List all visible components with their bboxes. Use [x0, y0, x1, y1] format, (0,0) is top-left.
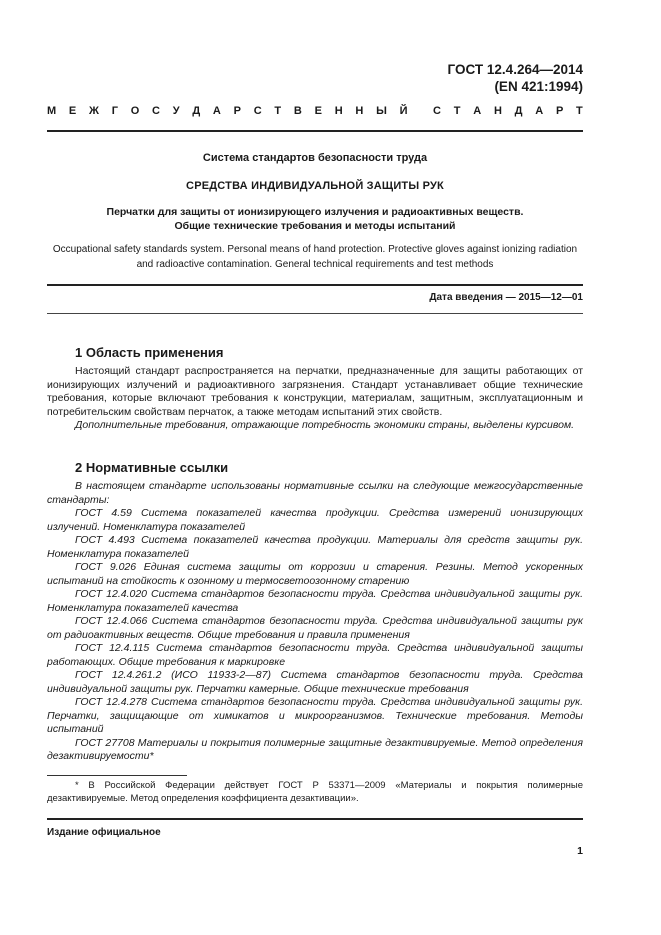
kind-letter: У — [172, 105, 180, 117]
kind-letter: С — [433, 105, 441, 117]
kind-letter: Д — [192, 105, 201, 117]
kind-letter: М — [47, 105, 57, 117]
reference-item: ГОСТ 4.493 Система показателей качества продукции. Материалы для средств защиты рук. Номенклатура показателей — [47, 534, 583, 560]
system-title: Система стандартов безопасности труда — [202, 152, 428, 164]
kind-letter: Т — [453, 105, 461, 117]
kind-letter: С — [152, 105, 160, 117]
kind-letter: С — [253, 105, 262, 117]
section-2-body — [47, 480, 583, 764]
subtitle-line-1: Перчатки для защиты от ионизирующего излучения и радиоактивных веществ. — [106, 206, 524, 218]
footnote-text: * В Российской Федерации действует ГОСТ Р 53371—2009 «Материалы и покрытия полимерные дезактивируемые. Метод определения коэффициента дезактивации». — [47, 780, 583, 804]
reference-item: ГОСТ 27708 Материалы и покрытия полимерные защитные дезактивируемые. Метод определения дезактивируемости* — [47, 736, 583, 762]
references-intro: В настоящем стандарте использованы нормативные ссылки на следующие межгосударственные стандарты: — [47, 480, 583, 506]
kind-letter: В — [293, 105, 302, 117]
section-1-body — [47, 365, 583, 433]
paragraph-italic: Дополнительные требования, отражающие потребность экономики страны, выделены курсивом. — [75, 419, 575, 431]
reference-item: ГОСТ 12.4.261.2 (ИСО 11933-2—87) Система стандартов безопасности труда. Средства индивидуальной защиты рук. Перчатки камерные. Общие технические требования — [47, 669, 583, 695]
kind-letter: Д — [514, 105, 523, 117]
english-title — [47, 242, 583, 272]
footnote-rule — [47, 775, 187, 776]
kind-letter: Н — [334, 105, 343, 117]
introduction-date: Дата введения — 2015—12—01 — [429, 292, 583, 303]
header-rule — [47, 130, 583, 132]
publication-note: Издание официальное — [47, 827, 161, 838]
kind-letter: Ж — [89, 105, 99, 117]
standard-number: ГОСТ 12.4.264—2014 — [447, 62, 583, 77]
section-heading: 2 Нормативные ссылки — [75, 460, 229, 475]
page-number: 1 — [577, 845, 583, 857]
title-rule — [47, 284, 583, 286]
kind-letter: Р — [555, 105, 564, 117]
main-title: СРЕДСТВА ИНДИВИДУАЛЬНОЙ ЗАЩИТЫ РУК — [186, 180, 444, 192]
date-rule — [47, 313, 583, 314]
kind-letter: А — [535, 105, 544, 117]
section-heading: 1 Область применения — [75, 345, 224, 360]
kind-letter: Т — [274, 105, 282, 117]
kind-letter: Г — [111, 105, 118, 117]
kind-letter: Й — [399, 105, 408, 117]
kind-letter: Н — [493, 105, 502, 117]
reference-item: ГОСТ 12.4.066 Система стандартов безопасности труда. Средства индивидуальной защиты рук от радиоактивных веществ. Общие требования и правила применения — [47, 615, 583, 641]
kind-letter: Ы — [376, 105, 387, 117]
section-1-heading — [75, 345, 224, 360]
kind-letter: Т — [576, 105, 583, 117]
standard-number-block — [448, 61, 583, 95]
standard-kind — [47, 105, 583, 117]
kind-letter: А — [212, 105, 221, 117]
kind-letter: О — [130, 105, 140, 117]
kind-letter: Н — [355, 105, 364, 117]
reference-item: ГОСТ 4.59 Система показателей качества продукции. Средства измерений ионизирующих излучений. Номенклатура показателей — [47, 507, 583, 533]
reference-item: ГОСТ 12.4.020 Система стандартов безопасности труда. Средства индивидуальной защиты рук. Номенклатура показателей качества — [47, 588, 583, 614]
subtitle-line-2: Общие технические требования и методы испытаний — [174, 220, 456, 232]
english-title-line-1: Occupational safety standards system. Personal means of hand protection. Protective gloves against ionizing radiation — [52, 244, 578, 255]
paragraph: Настоящий стандарт распространяется на перчатки, предназначенные для защиты работающих от ионизирующих излучений и радиоактивного загрязнения. Стандарт устанавливает общие технические требования, которые включают требования к конструкции, материалам, защитным, эксплуатационным и потребительским свойствам перчаток, а также методам испытаний этих свойств. — [47, 365, 583, 418]
kind-letter: Е — [68, 105, 77, 117]
kind-letter: Р — [233, 105, 241, 117]
reference-item: ГОСТ 12.4.115 Система стандартов безопасности труда. Средства индивидуальной защиты работающих. Общие требования к маркировке — [47, 642, 583, 668]
section-2-heading — [75, 460, 228, 475]
kind-letter: Е — [314, 105, 322, 117]
footer-rule — [47, 818, 583, 820]
reference-item: ГОСТ 9.026 Единая система защиты от коррозии и старения. Резины. Метод ускоренных испытаний на стойкость к озонному и термосветоозонному старению — [47, 561, 583, 587]
subtitle — [47, 205, 583, 233]
kind-letter: А — [473, 105, 482, 117]
reference-item: ГОСТ 12.4.278 Система стандартов безопасности труда. Средства индивидуальной защиты рук. Перчатки, защищающие от химикатов и микроорганизмов. Технические требования. Методы испытаний — [47, 696, 583, 735]
english-title-line-2: and radioactive contamination. General technical requirements and test methods — [136, 259, 494, 270]
footnote — [47, 779, 583, 805]
standard-en-number: (EN 421:1994) — [494, 79, 583, 94]
